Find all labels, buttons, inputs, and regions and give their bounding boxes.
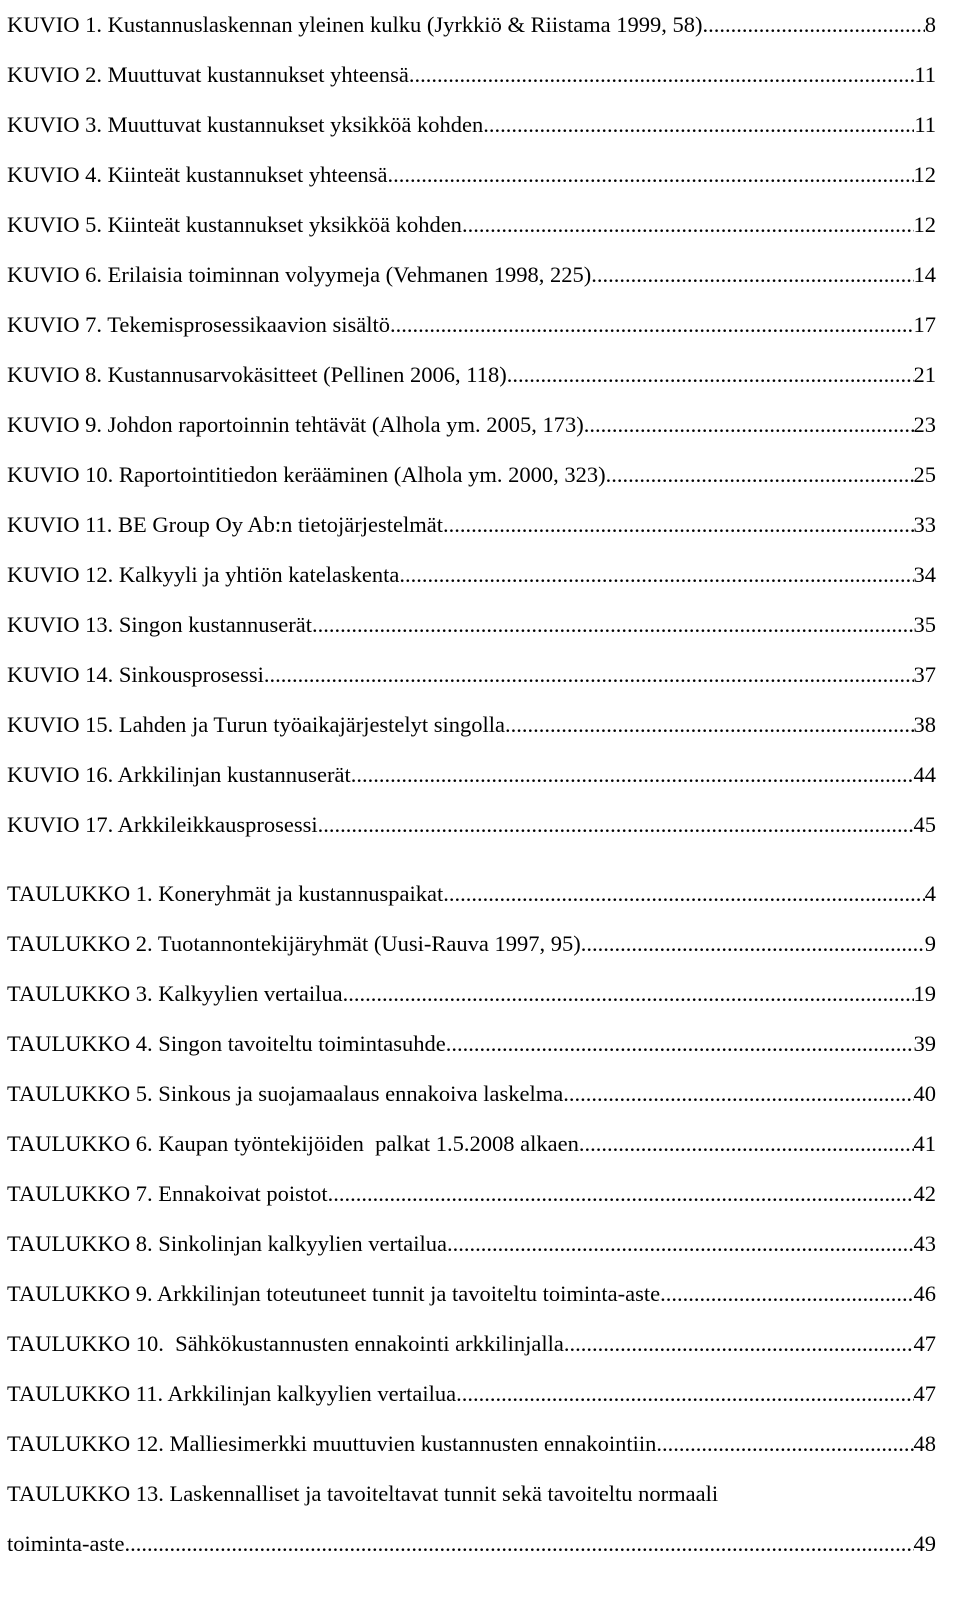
entry-page: 8 xyxy=(924,12,936,37)
entry-page: 45 xyxy=(913,812,936,837)
entry-title: TAULUKKO 4. Singon tavoiteltu toimintasuhde xyxy=(7,1031,446,1056)
dot-leader xyxy=(660,1269,913,1319)
dot-leader xyxy=(505,700,913,750)
toc-entry-table-12[interactable] xyxy=(7,1419,936,1469)
toc-entry-figure-11[interactable] xyxy=(7,500,936,550)
entry-page: 41 xyxy=(913,1131,936,1156)
toc-entry-table-7[interactable] xyxy=(7,1169,936,1219)
toc-entry-figure-12[interactable] xyxy=(7,550,936,600)
entry-page: 37 xyxy=(913,662,936,687)
entry-title-line-2: toiminta-aste xyxy=(7,1531,125,1556)
entry-page: 12 xyxy=(913,212,936,237)
entry-page: 34 xyxy=(913,562,936,587)
list-of-tables xyxy=(7,869,936,1569)
dot-leader xyxy=(399,550,913,600)
toc-entry-table-5[interactable] xyxy=(7,1069,936,1119)
dot-leader xyxy=(507,350,914,400)
toc-entry-figure-14[interactable] xyxy=(7,650,936,700)
entry-title: KUVIO 9. Johdon raportoinnin tehtävät (Alhola ym. 2005, 173) xyxy=(7,412,584,437)
dot-leader xyxy=(656,1419,913,1469)
entry-title-line-2-row xyxy=(7,1519,936,1569)
dot-leader xyxy=(328,1169,914,1219)
entry-title: KUVIO 8. Kustannusarvokäsitteet (Pellinen 2006, 118) xyxy=(7,362,507,387)
dot-leader xyxy=(447,1219,914,1269)
dot-leader xyxy=(564,1319,914,1369)
dot-leader xyxy=(318,800,914,850)
entry-page: 23 xyxy=(913,412,936,437)
entry-title: TAULUKKO 6. Kaupan työntekijöiden palkat 1.5.2008 alkaen xyxy=(7,1131,579,1156)
entry-title: TAULUKKO 7. Ennakoivat poistot xyxy=(7,1181,328,1206)
entry-page: 19 xyxy=(913,981,936,1006)
entry-title: KUVIO 2. Muuttuvat kustannukset yhteensä xyxy=(7,62,409,87)
entry-page: 48 xyxy=(913,1431,936,1456)
entry-page: 33 xyxy=(913,512,936,537)
dot-leader xyxy=(483,100,914,150)
toc-entry-figure-3[interactable] xyxy=(7,100,936,150)
toc-entry-figure-13[interactable] xyxy=(7,600,936,650)
entry-page: 40 xyxy=(913,1081,936,1106)
dot-leader xyxy=(351,750,914,800)
dot-leader xyxy=(312,600,914,650)
toc-entry-table-8[interactable] xyxy=(7,1219,936,1269)
entry-title: TAULUKKO 5. Sinkous ja suojamaalaus ennakoiva laskelma xyxy=(7,1081,564,1106)
toc-entry-table-13[interactable] xyxy=(7,1469,936,1569)
dot-leader xyxy=(409,50,915,100)
entry-title: KUVIO 16. Arkkilinjan kustannuserät xyxy=(7,762,351,787)
entry-page: 39 xyxy=(913,1031,936,1056)
entry-title: KUVIO 11. BE Group Oy Ab:n tietojärjestelmät xyxy=(7,512,443,537)
entry-title: TAULUKKO 1. Koneryhmät ja kustannuspaikat xyxy=(7,881,444,906)
toc-entry-figure-6[interactable] xyxy=(7,250,936,300)
entry-page: 35 xyxy=(913,612,936,637)
toc-entry-table-6[interactable] xyxy=(7,1119,936,1169)
toc-entry-figure-10[interactable] xyxy=(7,450,936,500)
dot-leader xyxy=(462,200,914,250)
entry-title: KUVIO 7. Tekemisprosessikaavion sisältö xyxy=(7,312,390,337)
dot-leader xyxy=(264,650,914,700)
entry-title: TAULUKKO 8. Sinkolinjan kalkyylien vertailua xyxy=(7,1231,447,1256)
entry-page: 17 xyxy=(913,312,936,337)
entry-page: 12 xyxy=(913,162,936,187)
toc-entry-table-3[interactable] xyxy=(7,969,936,1019)
entry-title: TAULUKKO 3. Kalkyylien vertailua xyxy=(7,981,343,1006)
toc-entry-figure-8[interactable] xyxy=(7,350,936,400)
entry-title: TAULUKKO 9. Arkkilinjan toteutuneet tunnit ja tavoiteltu toiminta-aste xyxy=(7,1281,661,1306)
entry-page: 11 xyxy=(914,112,936,137)
toc-entry-figure-15[interactable] xyxy=(7,700,936,750)
entry-title: KUVIO 3. Muuttuvat kustannukset yksikköä kohden xyxy=(7,112,484,137)
entry-page: 47 xyxy=(913,1331,936,1356)
toc-entry-figure-5[interactable] xyxy=(7,200,936,250)
entry-page: 46 xyxy=(913,1281,936,1306)
toc-entry-table-2[interactable] xyxy=(7,919,936,969)
entry-page: 49 xyxy=(913,1531,936,1556)
entry-title: KUVIO 13. Singon kustannuserät xyxy=(7,612,312,637)
toc-entry-figure-16[interactable] xyxy=(7,750,936,800)
toc-entry-figure-7[interactable] xyxy=(7,300,936,350)
entry-title: KUVIO 4. Kiinteät kustannukset yhteensä xyxy=(7,162,388,187)
entry-title: KUVIO 10. Raportointitiedon kerääminen (Alhola ym. 2000, 323) xyxy=(7,462,606,487)
entry-page: 38 xyxy=(913,712,936,737)
dot-leader xyxy=(579,1119,914,1169)
dot-leader xyxy=(581,919,925,969)
entry-title-line-1: TAULUKKO 13. Laskennalliset ja tavoiteltavat tunnit sekä tavoiteltu normaali xyxy=(7,1481,719,1506)
entry-title: KUVIO 15. Lahden ja Turun työaikajärjestelyt singolla xyxy=(7,712,506,737)
entry-title: TAULUKKO 11. Arkkilinjan kalkyylien vertailua xyxy=(7,1381,457,1406)
entry-page: 44 xyxy=(913,762,936,787)
toc-entry-figure-4[interactable] xyxy=(7,150,936,200)
entry-page: 25 xyxy=(913,462,936,487)
dot-leader xyxy=(591,250,913,300)
toc-entry-table-9[interactable] xyxy=(7,1269,936,1319)
entry-page: 4 xyxy=(924,881,936,906)
entry-page: 43 xyxy=(913,1231,936,1256)
toc-entry-table-11[interactable] xyxy=(7,1369,936,1419)
entry-title: TAULUKKO 12. Malliesimerkki muuttuvien kustannusten ennakointiin xyxy=(7,1431,657,1456)
entry-page: 42 xyxy=(913,1181,936,1206)
entry-title: KUVIO 17. Arkkileikkausprosessi xyxy=(7,812,318,837)
entry-title: TAULUKKO 10. Sähkökustannusten ennakointi arkkilinjalla xyxy=(7,1331,564,1356)
dot-leader xyxy=(563,1069,913,1119)
toc-entry-table-10[interactable] xyxy=(7,1319,936,1369)
entry-title: KUVIO 14. Sinkousprosessi xyxy=(7,662,264,687)
toc-entry-figure-17[interactable] xyxy=(7,800,936,850)
dot-leader xyxy=(443,500,914,550)
entry-title: TAULUKKO 2. Tuotannontekijäryhmät (Uusi-Rauva 1997, 95) xyxy=(7,931,581,956)
dot-leader xyxy=(443,869,925,919)
entry-page: 21 xyxy=(913,362,936,387)
entry-title: KUVIO 5. Kiinteät kustannukset yksikköä kohden xyxy=(7,212,462,237)
entry-page: 11 xyxy=(914,62,936,87)
dot-leader xyxy=(703,0,925,50)
dot-leader xyxy=(456,1369,913,1419)
entry-title: KUVIO 1. Kustannuslaskennan yleinen kulku (Jyrkkiö & Riistama 1999, 58) xyxy=(7,12,703,37)
toc-entry-figure-1[interactable] xyxy=(7,0,936,50)
toc-entry-figure-2[interactable] xyxy=(7,50,936,100)
dot-leader xyxy=(584,400,914,450)
dot-leader xyxy=(606,450,914,500)
entry-page: 47 xyxy=(913,1381,936,1406)
list-of-figures xyxy=(7,0,936,850)
toc-entry-table-1[interactable] xyxy=(7,869,936,919)
toc-entry-figure-9[interactable] xyxy=(7,400,936,450)
dot-leader xyxy=(343,969,914,1019)
entry-page: 9 xyxy=(924,931,936,956)
dot-leader xyxy=(124,1519,913,1569)
dot-leader xyxy=(446,1019,914,1069)
entry-page: 14 xyxy=(913,262,936,287)
entry-title: KUVIO 6. Erilaisia toiminnan volyymeja (Vehmanen 1998, 225) xyxy=(7,262,592,287)
toc-entry-table-4[interactable] xyxy=(7,1019,936,1069)
entry-title: KUVIO 12. Kalkyyli ja yhtiön katelaskenta xyxy=(7,562,400,587)
dot-leader xyxy=(390,300,914,350)
dot-leader xyxy=(388,150,914,200)
